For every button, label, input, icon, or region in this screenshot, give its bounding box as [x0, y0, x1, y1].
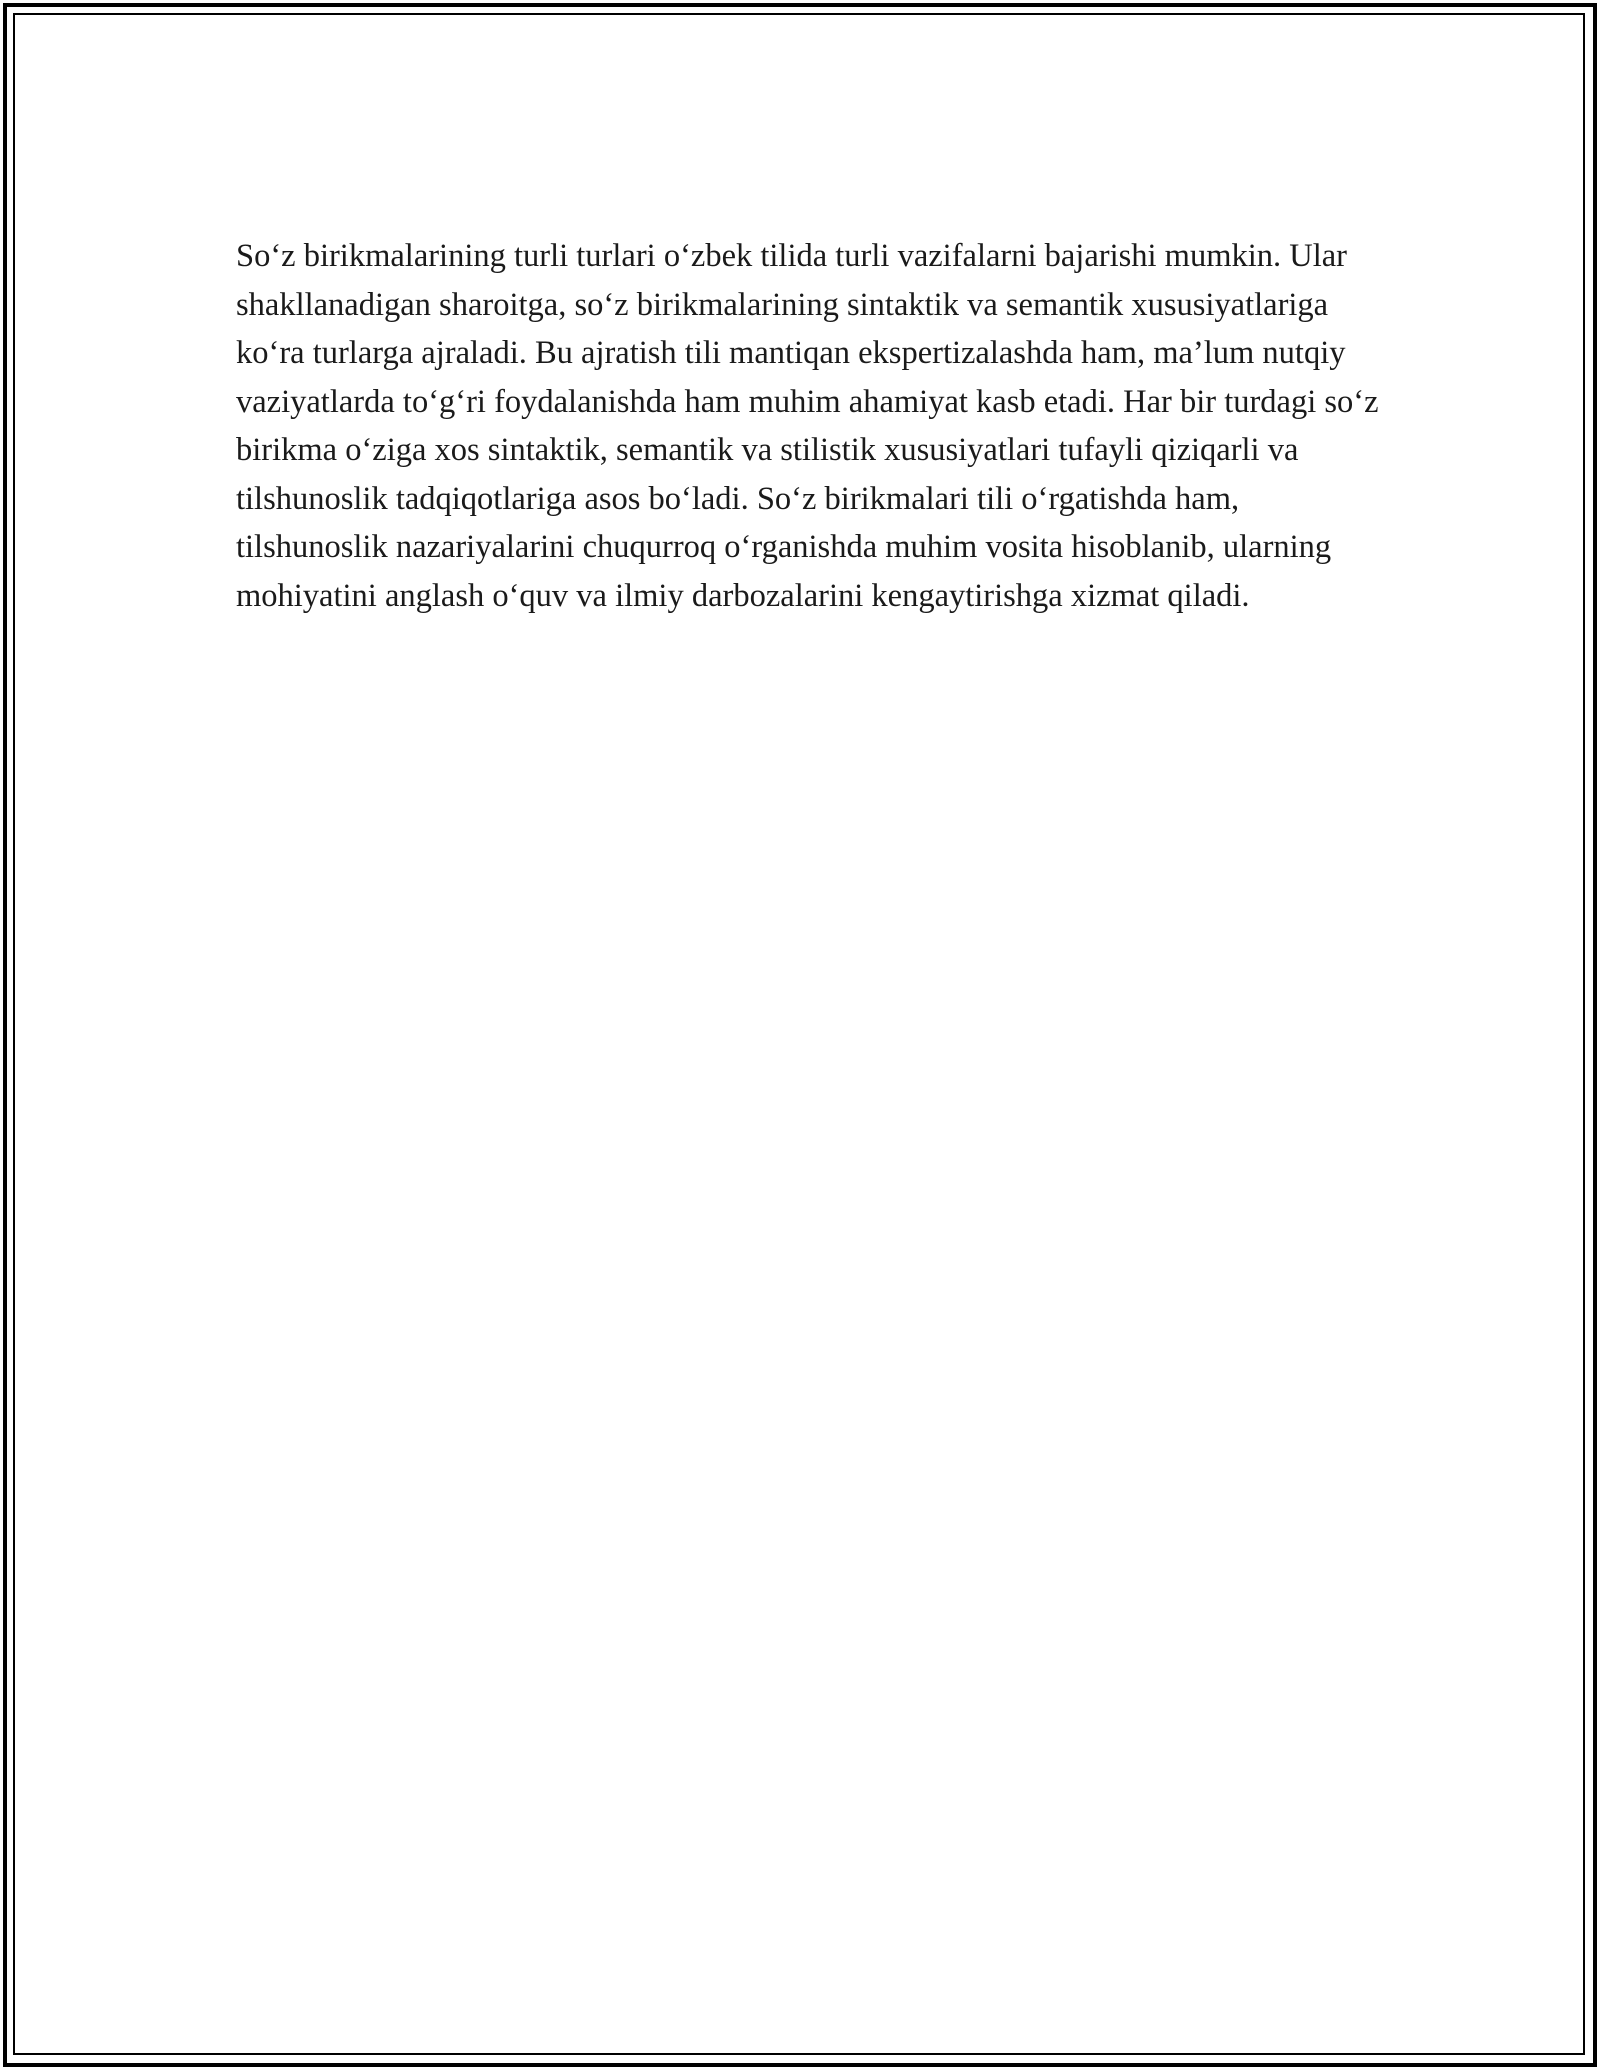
body-paragraph: So‘z birikmalarining turli turlari o‘zbek tilida turli vazifalarni bajarishi mumkin. Ular shakllanadigan sharoitga, so‘z birikmalarining sintaktik va semantik xususiyatlariga ko‘ra turlarga ajraladi. Bu ajratish tili mantiqan ekspertizalashda ham, ma’lum nutqiy vaziyatlarda to‘g‘ri foydalanishda ham muhim ahamiyat kasb etadi. Har bir turdagi so‘z birikma o‘ziga xos sintaktik, semantik va stilistik xususiyatlari tufayli qiziqarli va tilshunoslik tadqiqotlariga asos bo‘ladi. So‘z birikmalari tili o‘rgatishda ham, tilshunoslik nazariyalarini chuqurroq o‘rganishda muhim vosita hisoblanib, ularning mohiyatini anglash o‘quv va ilmiy darbozalarini kengaytirishga xizmat qiladi. [236, 238, 1379, 614]
document-body [236, 232, 1396, 620]
